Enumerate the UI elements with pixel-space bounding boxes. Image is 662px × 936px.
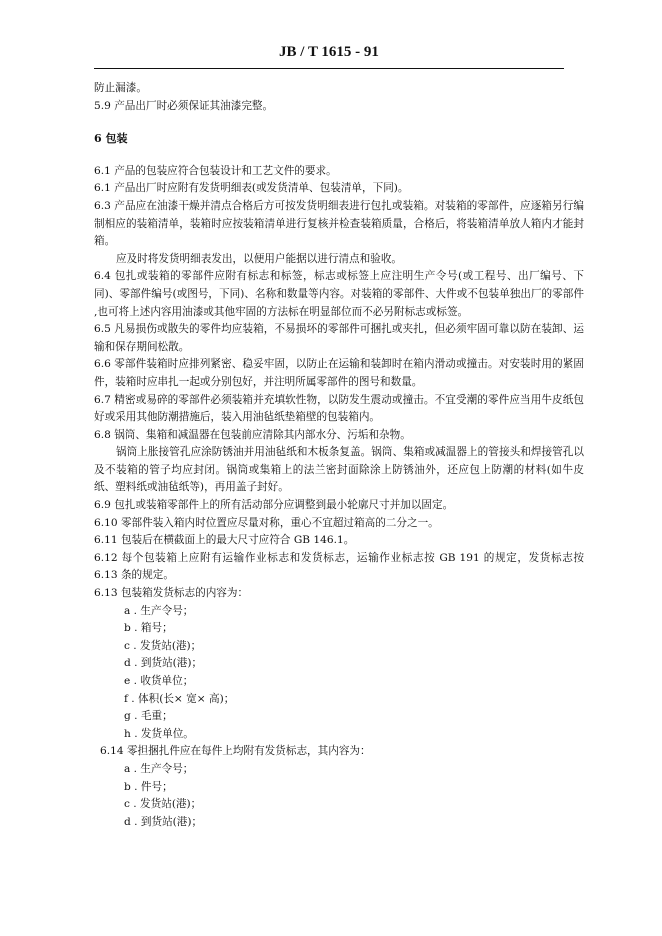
list-item: d . 到货站(港)； xyxy=(124,657,203,670)
list-item: d . 到货站(港)； xyxy=(124,815,203,828)
list-item: f . 体积(长× 宽× 高)； xyxy=(124,692,235,705)
paragraph: 6.9 包扎或装箱零部件上的所有活动部分应调整到最小轮廓尺寸并加以固定。 xyxy=(94,499,454,512)
paragraph: 防止漏漆。 xyxy=(94,82,147,94)
section-heading: 6 包装 xyxy=(94,132,128,146)
list-item: a . 生产令号； xyxy=(124,604,194,617)
paragraph: 6.11 包装后在横截面上的最大尺寸应符合 GB 146.1。 xyxy=(94,534,355,547)
paragraph: 6.14 零担捆扎件应在每件上均附有发货标志，其内容为： xyxy=(100,745,371,758)
list-item: b . 箱号； xyxy=(124,622,173,635)
paragraph: 5.9 产品出厂时必须保证其油漆完整。 xyxy=(94,99,274,112)
list-item: e . 收货单位； xyxy=(124,675,194,687)
header-rule xyxy=(94,68,564,69)
paragraph: 6.1 产品的包装应符合包装设计和工艺文件的要求。 xyxy=(94,164,337,177)
paragraph: 锅筒上胀接管孔应涂防锈油并用油毡纸和木板条复盖。锅筒、集箱或减温器上的管接头和焊接管孔以及不装箱的管子均应封闭。锅筒或集箱上的法兰密封面除涂上防锈油外，还应包上防潮的材料(如牛皮纸、塑料纸或油毡纸等)，再用盖子封好。 xyxy=(94,446,584,494)
list-item: c . 发货站(港)； xyxy=(124,639,202,652)
list-item: g . 毛重； xyxy=(124,710,173,723)
paragraph: 6.1 产品出厂时应附有发货明细表(或发货清单、包装清单，下同)。 xyxy=(94,182,409,195)
paragraph: 6.12 每个包装箱上应附有运输作业标志和发货标志，运输作业标志按 GB 191 的规定，发货标志按 6.13 条的规定。 xyxy=(94,551,584,582)
list-item: b . 件号； xyxy=(124,780,173,793)
paragraph: 6.3 产品应在油漆干燥并清点合格后方可按发货明细表进行包扎或装箱。对装箱的零部件，应逐箱另行编制相应的装箱清单，装箱时应按装箱清单进行复核并检查装箱质量，合格后，将装箱清单放人箱内才能封箱。 xyxy=(94,199,584,248)
list-item: h . 发货单位。 xyxy=(124,727,194,740)
paragraph: 6.5 凡易损伤或散失的零件均应装箱，不易损坏的零部件可捆扎或夹扎，但必须牢固可靠以防在装卸、运输和保存期间松散。 xyxy=(94,323,584,353)
paragraph: 6.8 锅筒、集箱和减温器在包装前应清除其内部水分、污垢和杂物。 xyxy=(94,428,411,441)
paragraph: 6.7 精密或易碎的零部件必须装箱并充填软性物，以防发生震动或撞击。不宜受潮的零件应当用牛皮纸包好或采用其他防潮措施后，装入用油毡纸垫箱壁的包装箱内。 xyxy=(94,393,584,424)
list-item: a . 生产令号； xyxy=(124,762,194,775)
document-header: JB / T 1615 - 91 xyxy=(279,44,379,60)
paragraph: 6.6 零部件装箱时应排列紧密、稳妥牢固，以防止在运输和装卸时在箱内滑动或撞击。对安装时用的紧固件，装箱时应串扎一起或分别包好，并注明所属零部件的图号和数量。 xyxy=(94,358,584,388)
document-body xyxy=(94,80,584,831)
paragraph: 6.10 零部件装入箱内时位置应尽量对称，重心不宜超过箱高的二分之一。 xyxy=(94,516,439,529)
list-item: c . 发货站(港)； xyxy=(124,798,202,811)
paragraph: 6.4 包扎或装箱的零部件应附有标志和标签，标志或标签上应注明生产令号(或工程号、出厂编号、下同)、零部件编号(或图号，下同)、名称和数量等内容。对装箱的零部件、大件或不包装单独出厂的零部件 ,也可将上述内容用油漆或其他牢固的方法标在明显部位而不必另附标志或标签。 xyxy=(94,270,584,318)
paragraph: 6.13 包装箱发货标志的内容为： xyxy=(94,587,249,600)
paragraph: 应及时将发货明细表发出，以便用户能据以进行清点和验收。 xyxy=(116,252,403,265)
